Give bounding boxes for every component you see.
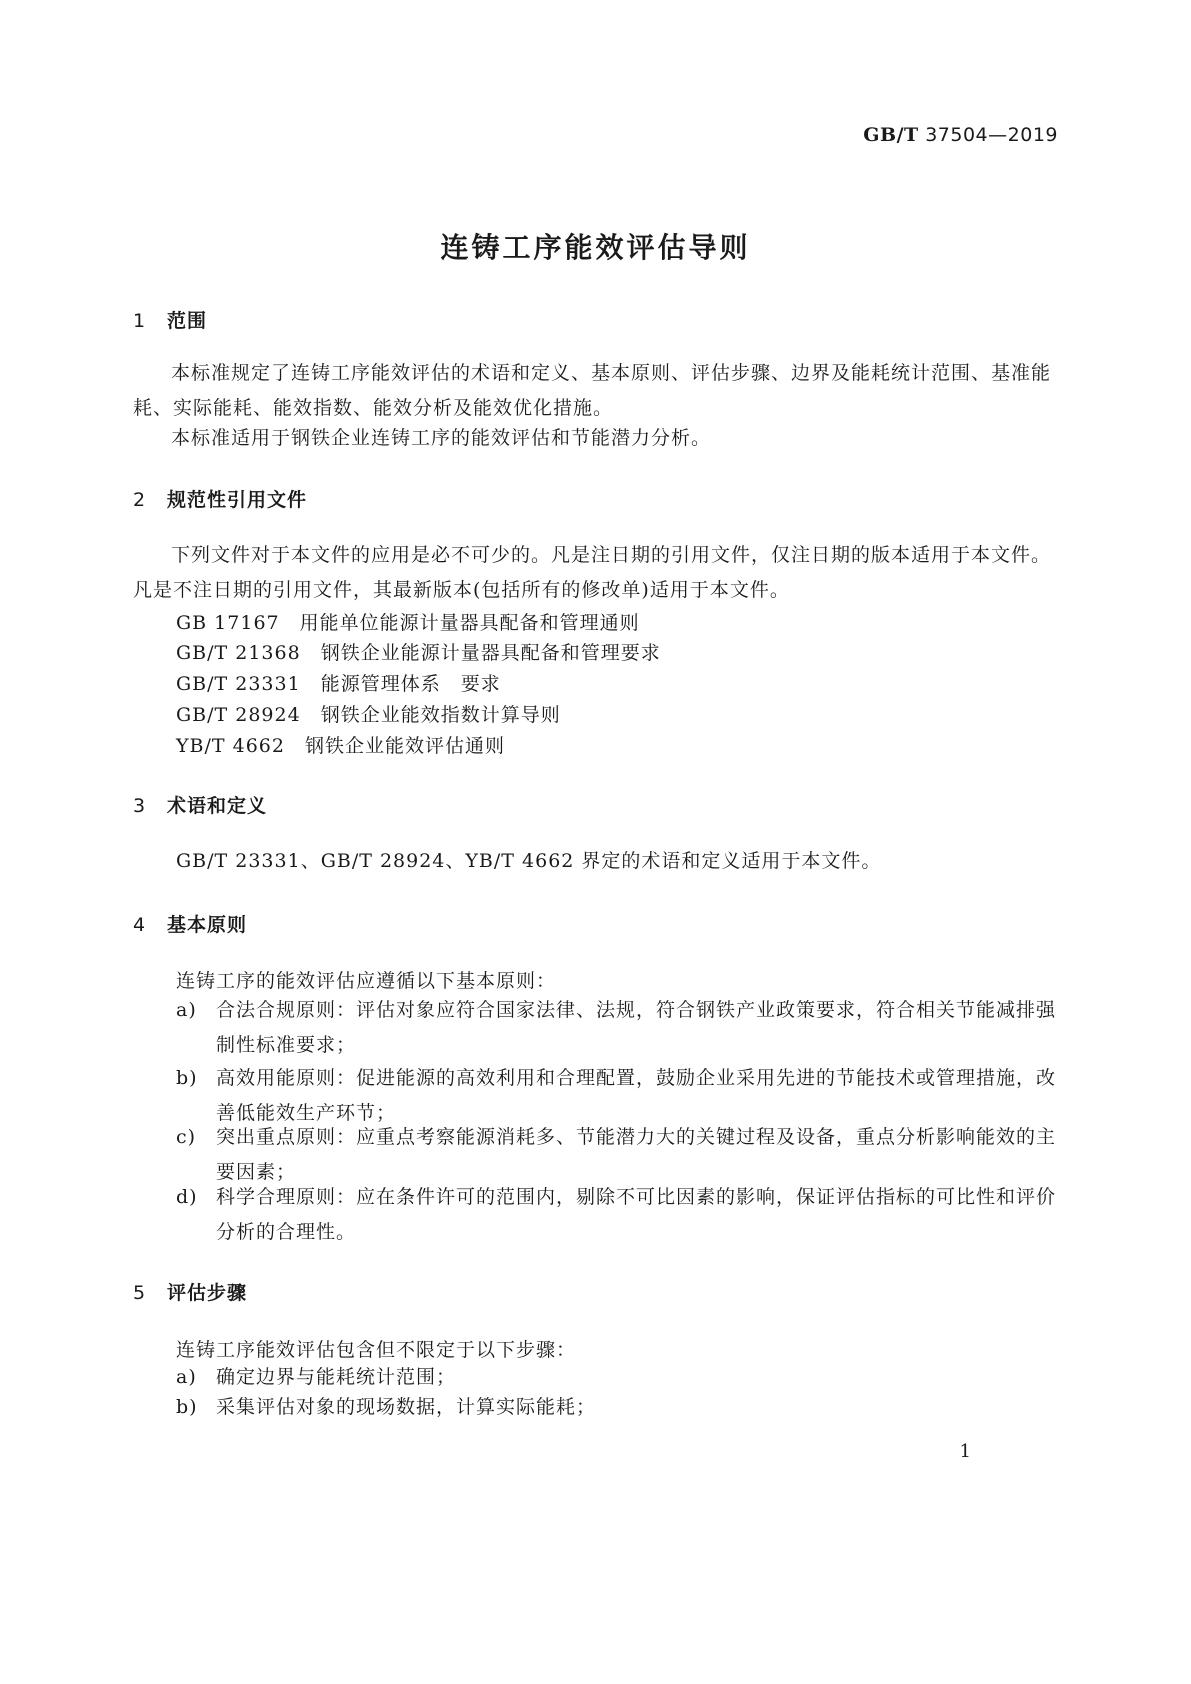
reference-item bbox=[176, 669, 501, 696]
reference-title: 钢铁企业能效指数计算导则 bbox=[320, 704, 561, 726]
reference-item bbox=[176, 700, 561, 727]
list-item-label: b) bbox=[176, 1067, 198, 1089]
section-4-intro: 连铸工序的能效评估应遵循以下基本原则： bbox=[176, 970, 557, 992]
list-item-label: a) bbox=[176, 999, 197, 1021]
reference-title: 钢铁企业能效评估通则 bbox=[304, 735, 505, 757]
list-item-label: a) bbox=[176, 1366, 197, 1388]
section-title: 范围 bbox=[167, 310, 208, 332]
section-2-paragraph-1: 下列文件对于本文件的应用是必不可少的。凡是注日期的引用文件，仅注日期的版本适用于本文件。凡是不注日期的引用文件，其最新版本(包括所有的修改单)适用于本文件。 bbox=[133, 544, 1052, 601]
section-1-paragraph-2: 本标准适用于钢铁企业连铸工序的能效评估和节能潜力分析。 bbox=[171, 427, 712, 449]
section-number: 5 bbox=[133, 1282, 147, 1304]
standard-prefix: GB/T bbox=[863, 124, 919, 146]
list-item-text: 合法合规原则：评估对象应符合国家法律、法规，符合钢铁产业政策要求，符合相关节能减排强制性标准要求； bbox=[216, 999, 1057, 1056]
section-number: 1 bbox=[133, 310, 147, 332]
reference-code: GB/T 28924 bbox=[176, 704, 301, 726]
reference-code: GB/T 21368 bbox=[176, 642, 301, 664]
reference-item bbox=[176, 731, 505, 758]
section-title: 评估步骤 bbox=[167, 1282, 248, 1304]
reference-title: 能源管理体系 要求 bbox=[320, 673, 501, 695]
section-1-paragraph-1: 本标准规定了连铸工序能效评估的术语和定义、基本原则、评估步骤、边界及能耗统计范围、基准能耗、实际能耗、能效指数、能效分析及能效优化措施。 bbox=[133, 362, 1052, 419]
section-title: 基本原则 bbox=[167, 914, 248, 936]
list-item-text: 突出重点原则：应重点考察能源消耗多、节能潜力大的关键过程及设备，重点分析影响能效的主要因素； bbox=[216, 1126, 1057, 1183]
section-number: 3 bbox=[133, 795, 147, 817]
list-item-label: b) bbox=[176, 1396, 198, 1418]
reference-item bbox=[176, 608, 640, 635]
reference-code: GB/T 23331 bbox=[176, 673, 301, 695]
document-title: 连铸工序能效评估导则 bbox=[440, 231, 751, 264]
section-number: 4 bbox=[133, 914, 147, 936]
list-item bbox=[176, 1180, 1058, 1250]
section-5-heading bbox=[133, 1278, 247, 1305]
list-item-label: c) bbox=[176, 1126, 197, 1148]
reference-item bbox=[176, 638, 661, 665]
section-1-heading bbox=[133, 306, 207, 333]
reference-title: 钢铁企业能源计量器具配备和管理要求 bbox=[320, 642, 661, 664]
section-2-heading bbox=[133, 485, 307, 512]
section-3-paragraph-1: GB/T 23331、GB/T 28924、YB/T 4662 界定的术语和定义适用于本文件。 bbox=[176, 850, 882, 872]
section-title: 术语和定义 bbox=[167, 795, 268, 817]
reference-code: GB 17167 bbox=[176, 612, 280, 634]
list-item-text: 高效用能原则：促进能源的高效利用和合理配置，鼓励企业采用先进的节能技术或管理措施，改善低能效生产环节； bbox=[216, 1067, 1057, 1124]
section-number: 2 bbox=[133, 489, 147, 511]
reference-title: 用能单位能源计量器具配备和管理通则 bbox=[299, 612, 640, 634]
reference-code: YB/T 4662 bbox=[176, 735, 285, 757]
section-5-intro: 连铸工序能效评估包含但不限定于以下步骤： bbox=[176, 1339, 577, 1361]
list-item bbox=[176, 1390, 1058, 1425]
list-item-text: 科学合理原则：应在条件许可的范围内，剔除不可比因素的影响，保证评估指标的可比性和评价分析的合理性。 bbox=[216, 1186, 1057, 1243]
standard-number: 37504—2019 bbox=[925, 124, 1058, 146]
section-title: 规范性引用文件 bbox=[167, 489, 308, 511]
section-4-heading bbox=[133, 910, 247, 937]
page-number: 1 bbox=[959, 1441, 971, 1462]
list-item-text: 确定边界与能耗统计范围； bbox=[216, 1366, 457, 1388]
list-item-text: 采集评估对象的现场数据，计算实际能耗； bbox=[216, 1396, 597, 1418]
list-item-label: d) bbox=[176, 1186, 198, 1208]
standard-code bbox=[863, 124, 1058, 146]
section-3-heading bbox=[133, 791, 267, 818]
list-item bbox=[176, 993, 1058, 1063]
